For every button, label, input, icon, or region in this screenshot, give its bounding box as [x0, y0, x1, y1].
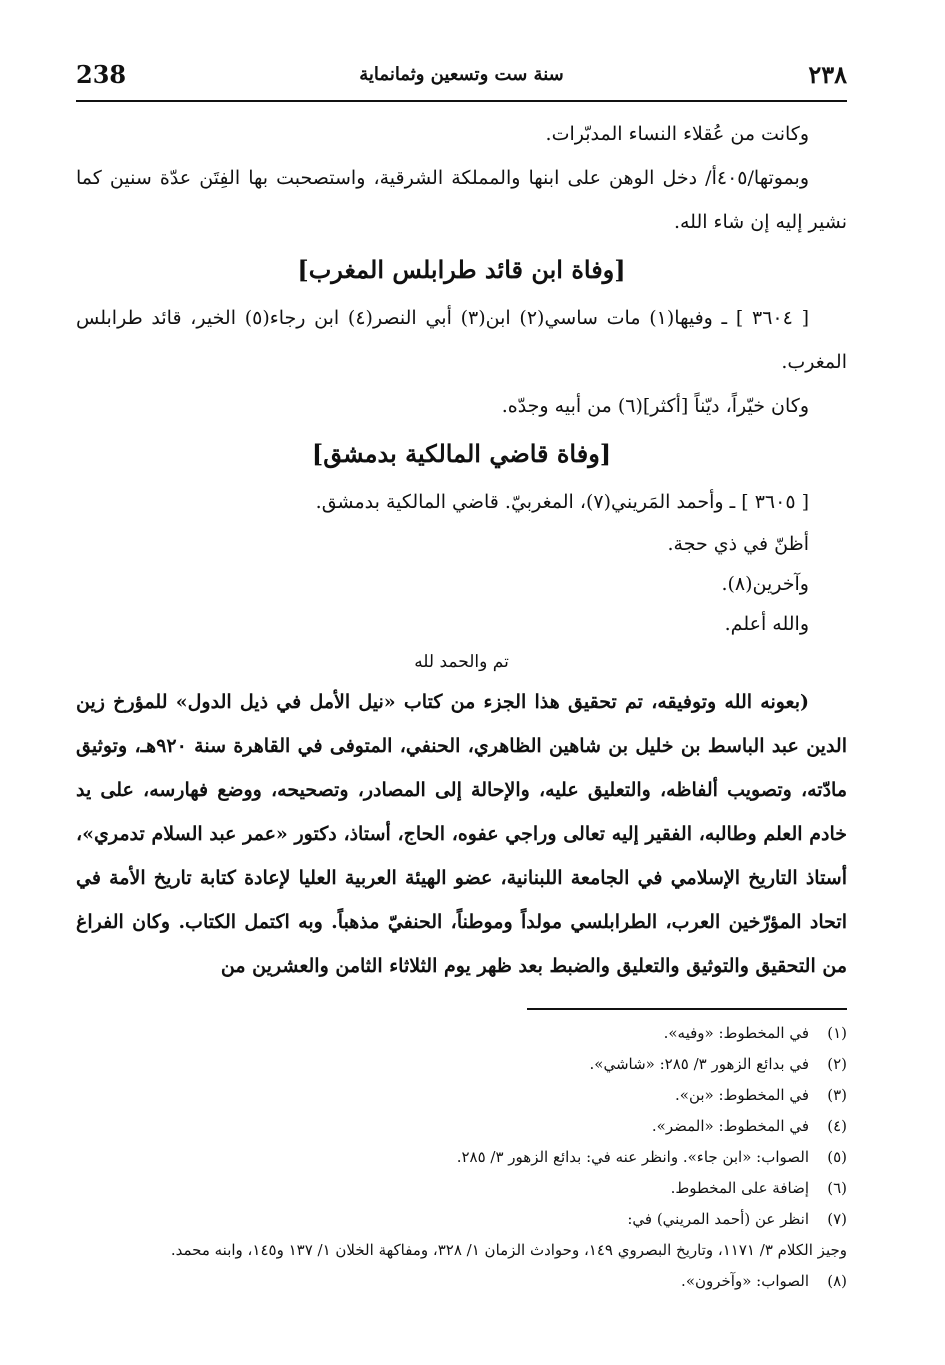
entry-3605-line-1: أظنّ في ذي حجة. — [667, 533, 809, 555]
running-title: سنة ست وتسعين وثمانماية — [359, 64, 564, 85]
footnote-7-continuation: وجيز الكلام ٣/ ١١٧١، وتاريخ البصروي ١٤٩، وحوادث الزمان ١/ ٣٢٨، ومفاكهة الخلان ١/ ١٣٧ و١٤٥، وابنه محمد. — [170, 1241, 847, 1259]
entry-3605: [ ٣٦٠٥ ] ـ وأحمد المَريني(٧)، المغربيّ. قاضي المالكية بدمشق. — [315, 491, 809, 513]
footnote-number: (٣) — [827, 1086, 847, 1104]
footnote-number: (٤) — [827, 1117, 847, 1135]
colophon: (بعونه الله وتوفيقه، تم تحقيق هذا الجزء من كتاب «نيل الأمل في ذيل الدول» للمؤرخ زين الدين عبد الباسط بن خليل بن شاهين الظاهري، الحنفي، المتوفى في القاهرة سنة ٩٢٠هـ، وتوثيق مادّته، وتصويب ألفاظه، والتعليق عليه، والإحالة إلى المصادر، وتصحيحه، ووضع فهارسه، على يد خادم العلم وطالبه، الفقير إليه تعالى وراجي عفوه، الحاج، أستاذ، دكتور «عمر عبد السلام تدمري»، أستاذ التاريخ الإسلامي في الجامعة اللبنانية، عضو الهيئة العربية العليا لإعادة كتابة تاريخ الأمة في اتحاد المؤرّخين العرب، الطرابلسي مولداً وموطناً، الحنفيّ مذهباً. وبه اكتمل الكتاب. وكان الفراغ من التحقيق والتوثيق والتعليق والضبط بعد ظهر يوم الثلاثاء الثامن والعشرين من — [76, 691, 847, 977]
closing-phrase: تم والحمد لله — [414, 652, 509, 672]
entry-3605-line-2: وآخرين(٨). — [721, 573, 809, 595]
footnote-number: (٢) — [827, 1055, 847, 1073]
footnote-number: (٥) — [827, 1148, 847, 1166]
intro-line-2: وبموتها/٤٠٥أ/ دخل الوهن على ابنها والمملكة الشرقية، واستصحبت بها الفِتَن عدّة سنين كما نشير إليه إن شاء الله. — [76, 167, 847, 233]
footnote-1 — [76, 1018, 847, 1049]
footnote-7 — [76, 1204, 847, 1235]
footnote-6 — [76, 1173, 847, 1204]
section-heading-1: [وفاة ابن قائد طرابلس المغرب] — [297, 255, 626, 284]
footnote-number: (٧) — [827, 1210, 847, 1228]
footnote-text: الصواب: «وآخرون». — [681, 1272, 809, 1290]
footnote-8 — [76, 1266, 847, 1297]
footnote-text: في المخطوط: «بن». — [675, 1086, 809, 1104]
footnote-text: في المخطوط: «المضر». — [651, 1117, 809, 1135]
footnote-text: انظر عن (أحمد المريني) في: — [627, 1210, 809, 1228]
section-heading-2: [وفاة قاضي المالكية بدمشق] — [311, 439, 612, 468]
footnote-text: إضافة على المخطوط. — [670, 1179, 809, 1197]
page-number: 238 — [76, 60, 127, 89]
footnote-3 — [76, 1080, 847, 1111]
footnote-text: في بدائع الزهور ٣/ ٢٨٥: «شاشي». — [589, 1055, 809, 1073]
entry-3604-note: وكان خيّراً، ديّناً [أكثر](٦) من أبيه وجدّه. — [501, 395, 809, 417]
page-header — [76, 60, 847, 102]
page-number-arabic: ٢٣٨ — [808, 60, 847, 89]
footnote-text: في المخطوط: «وفيه». — [663, 1024, 809, 1042]
entry-3605-line-3: والله أعلم. — [724, 613, 809, 635]
footnote-4 — [76, 1111, 847, 1142]
body-text — [76, 112, 847, 988]
footnote-number: (١) — [827, 1024, 847, 1042]
footnote-number: (٦) — [827, 1179, 847, 1197]
footnote-5 — [76, 1142, 847, 1173]
footnote-2 — [76, 1049, 847, 1080]
intro-line-1: وكانت من عُقلاء النساء المدبّرات. — [545, 123, 809, 145]
footnote-divider — [527, 1008, 847, 1010]
footnote-number: (٨) — [827, 1272, 847, 1290]
entry-3604: [ ٣٦٠٤ ] ـ وفيها(١) مات ساسي(٢) ابن(٣) أبي النصر(٤) ابن رجاء(٥) الخير، قائد طرابلس المغرب. — [76, 307, 847, 373]
footnotes — [76, 1018, 847, 1297]
footnote-text: الصواب: «ابن جاء». وانظر عنه في: بدائع الزهور ٣/ ٢٨٥. — [456, 1148, 809, 1166]
